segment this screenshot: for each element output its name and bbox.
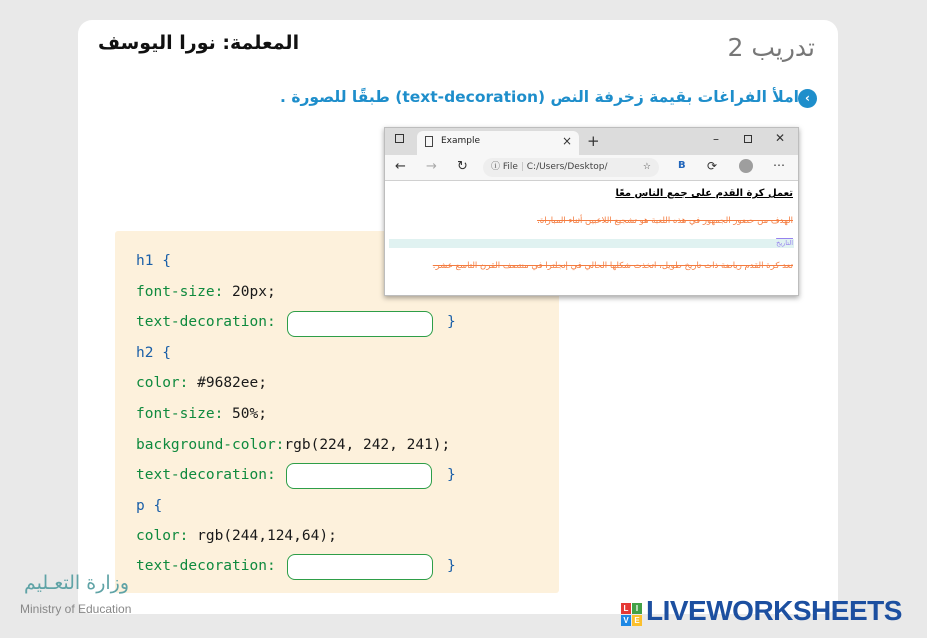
address-path: C:/Users/Desktop/ — [526, 162, 608, 172]
maximize-icon[interactable] — [744, 135, 752, 143]
property-value: 50%; — [232, 406, 267, 422]
favorite-icon[interactable]: ☆ — [642, 162, 651, 172]
p-text-decoration-input[interactable] — [287, 554, 433, 580]
forward-icon[interactable]: → — [426, 159, 437, 174]
browser-toolbar — [385, 155, 798, 181]
h2-color-line — [136, 375, 267, 391]
browser-window — [384, 127, 799, 296]
property-name: font-size: — [136, 284, 224, 300]
page-icon — [425, 136, 433, 147]
property-value: #9682ee; — [197, 375, 267, 391]
property-name: font-size: — [136, 406, 224, 422]
h1-font-size-line — [136, 284, 276, 300]
sync-icon[interactable]: ⟳ — [707, 159, 718, 173]
browser-titlebar — [385, 128, 798, 155]
close-icon[interactable]: × — [561, 134, 572, 148]
browser-tab[interactable] — [417, 131, 579, 155]
profile-avatar[interactable] — [739, 159, 753, 173]
h1-text-decoration-label: text-decoration: — [136, 314, 276, 330]
h1-text-decoration-input[interactable] — [287, 311, 433, 337]
minimize-icon[interactable]: – — [713, 132, 719, 146]
close-window-icon[interactable]: ✕ — [775, 131, 786, 145]
property-name: color: — [136, 375, 189, 391]
refresh-icon[interactable]: ↻ — [457, 159, 468, 174]
exercise-title: تدريب 2 — [727, 33, 815, 62]
ministry-logo-english: Ministry of Education — [20, 602, 132, 616]
p-selector: p { — [136, 498, 163, 514]
p-text-decoration-label: text-decoration: — [136, 558, 276, 574]
h1-close-brace: } — [447, 314, 456, 330]
h2-text-decoration-input[interactable] — [286, 463, 432, 489]
preview-paragraph-1: الهدف من حضور الجمهور في هذه اللعبة هو تشجيع اللاعبين أثناء المباراة. — [537, 216, 793, 226]
info-icon: ⓘ — [491, 162, 501, 172]
h1-selector: h1 { — [136, 253, 171, 269]
h2-text-decoration-label: text-decoration: — [136, 467, 276, 483]
h2-font-size-line — [136, 406, 267, 422]
h2-selector: h2 { — [136, 345, 171, 361]
address-file-label: File — [502, 162, 518, 172]
property-name: background-color: — [136, 437, 285, 453]
preview-heading: تعمل كرة القدم على جمع الناس معًا — [615, 188, 793, 199]
property-name: color: — [136, 528, 189, 544]
property-value: rgb(244,124,64); — [197, 528, 337, 544]
chevron-left-icon: ‹ — [798, 89, 817, 108]
h2-close-brace: } — [447, 467, 456, 483]
more-icon[interactable]: ⋯ — [773, 158, 785, 172]
extension-icon[interactable]: B — [678, 160, 686, 171]
p-close-brace: } — [447, 558, 456, 574]
new-tab-icon[interactable]: + — [587, 132, 600, 150]
preview-subheading: التاريخ — [389, 239, 794, 248]
preview-paragraph-2: تعد كرة القدم رياضة ذات تاريخ طويل، اتخذت شكلها الحالي في إنجلترا في منتصف القرن التاسع عشر. — [432, 261, 793, 271]
back-icon[interactable]: ← — [395, 159, 406, 174]
property-value: 20px; — [232, 284, 276, 300]
ministry-logo-arabic: وزارة التعـليم — [24, 572, 130, 594]
liveworksheets-brand: LIVEWORKSHEETS — [646, 595, 902, 626]
instruction-text: املأ الفراغات بقيمة زخرفة النص (text-decoration) طبقًا للصورة . — [280, 88, 799, 106]
property-value: rgb(224, 242, 241); — [284, 437, 451, 453]
p-color-line — [136, 528, 337, 544]
tab-actions-icon[interactable] — [395, 134, 404, 143]
address-bar[interactable]: ⓘ File | C:/Users/Desktop/ ☆ — [483, 158, 659, 177]
teacher-name: المعلمة: نورا اليوسف — [98, 32, 300, 54]
h2-background-line — [136, 437, 450, 453]
tab-title: Example — [441, 136, 481, 146]
